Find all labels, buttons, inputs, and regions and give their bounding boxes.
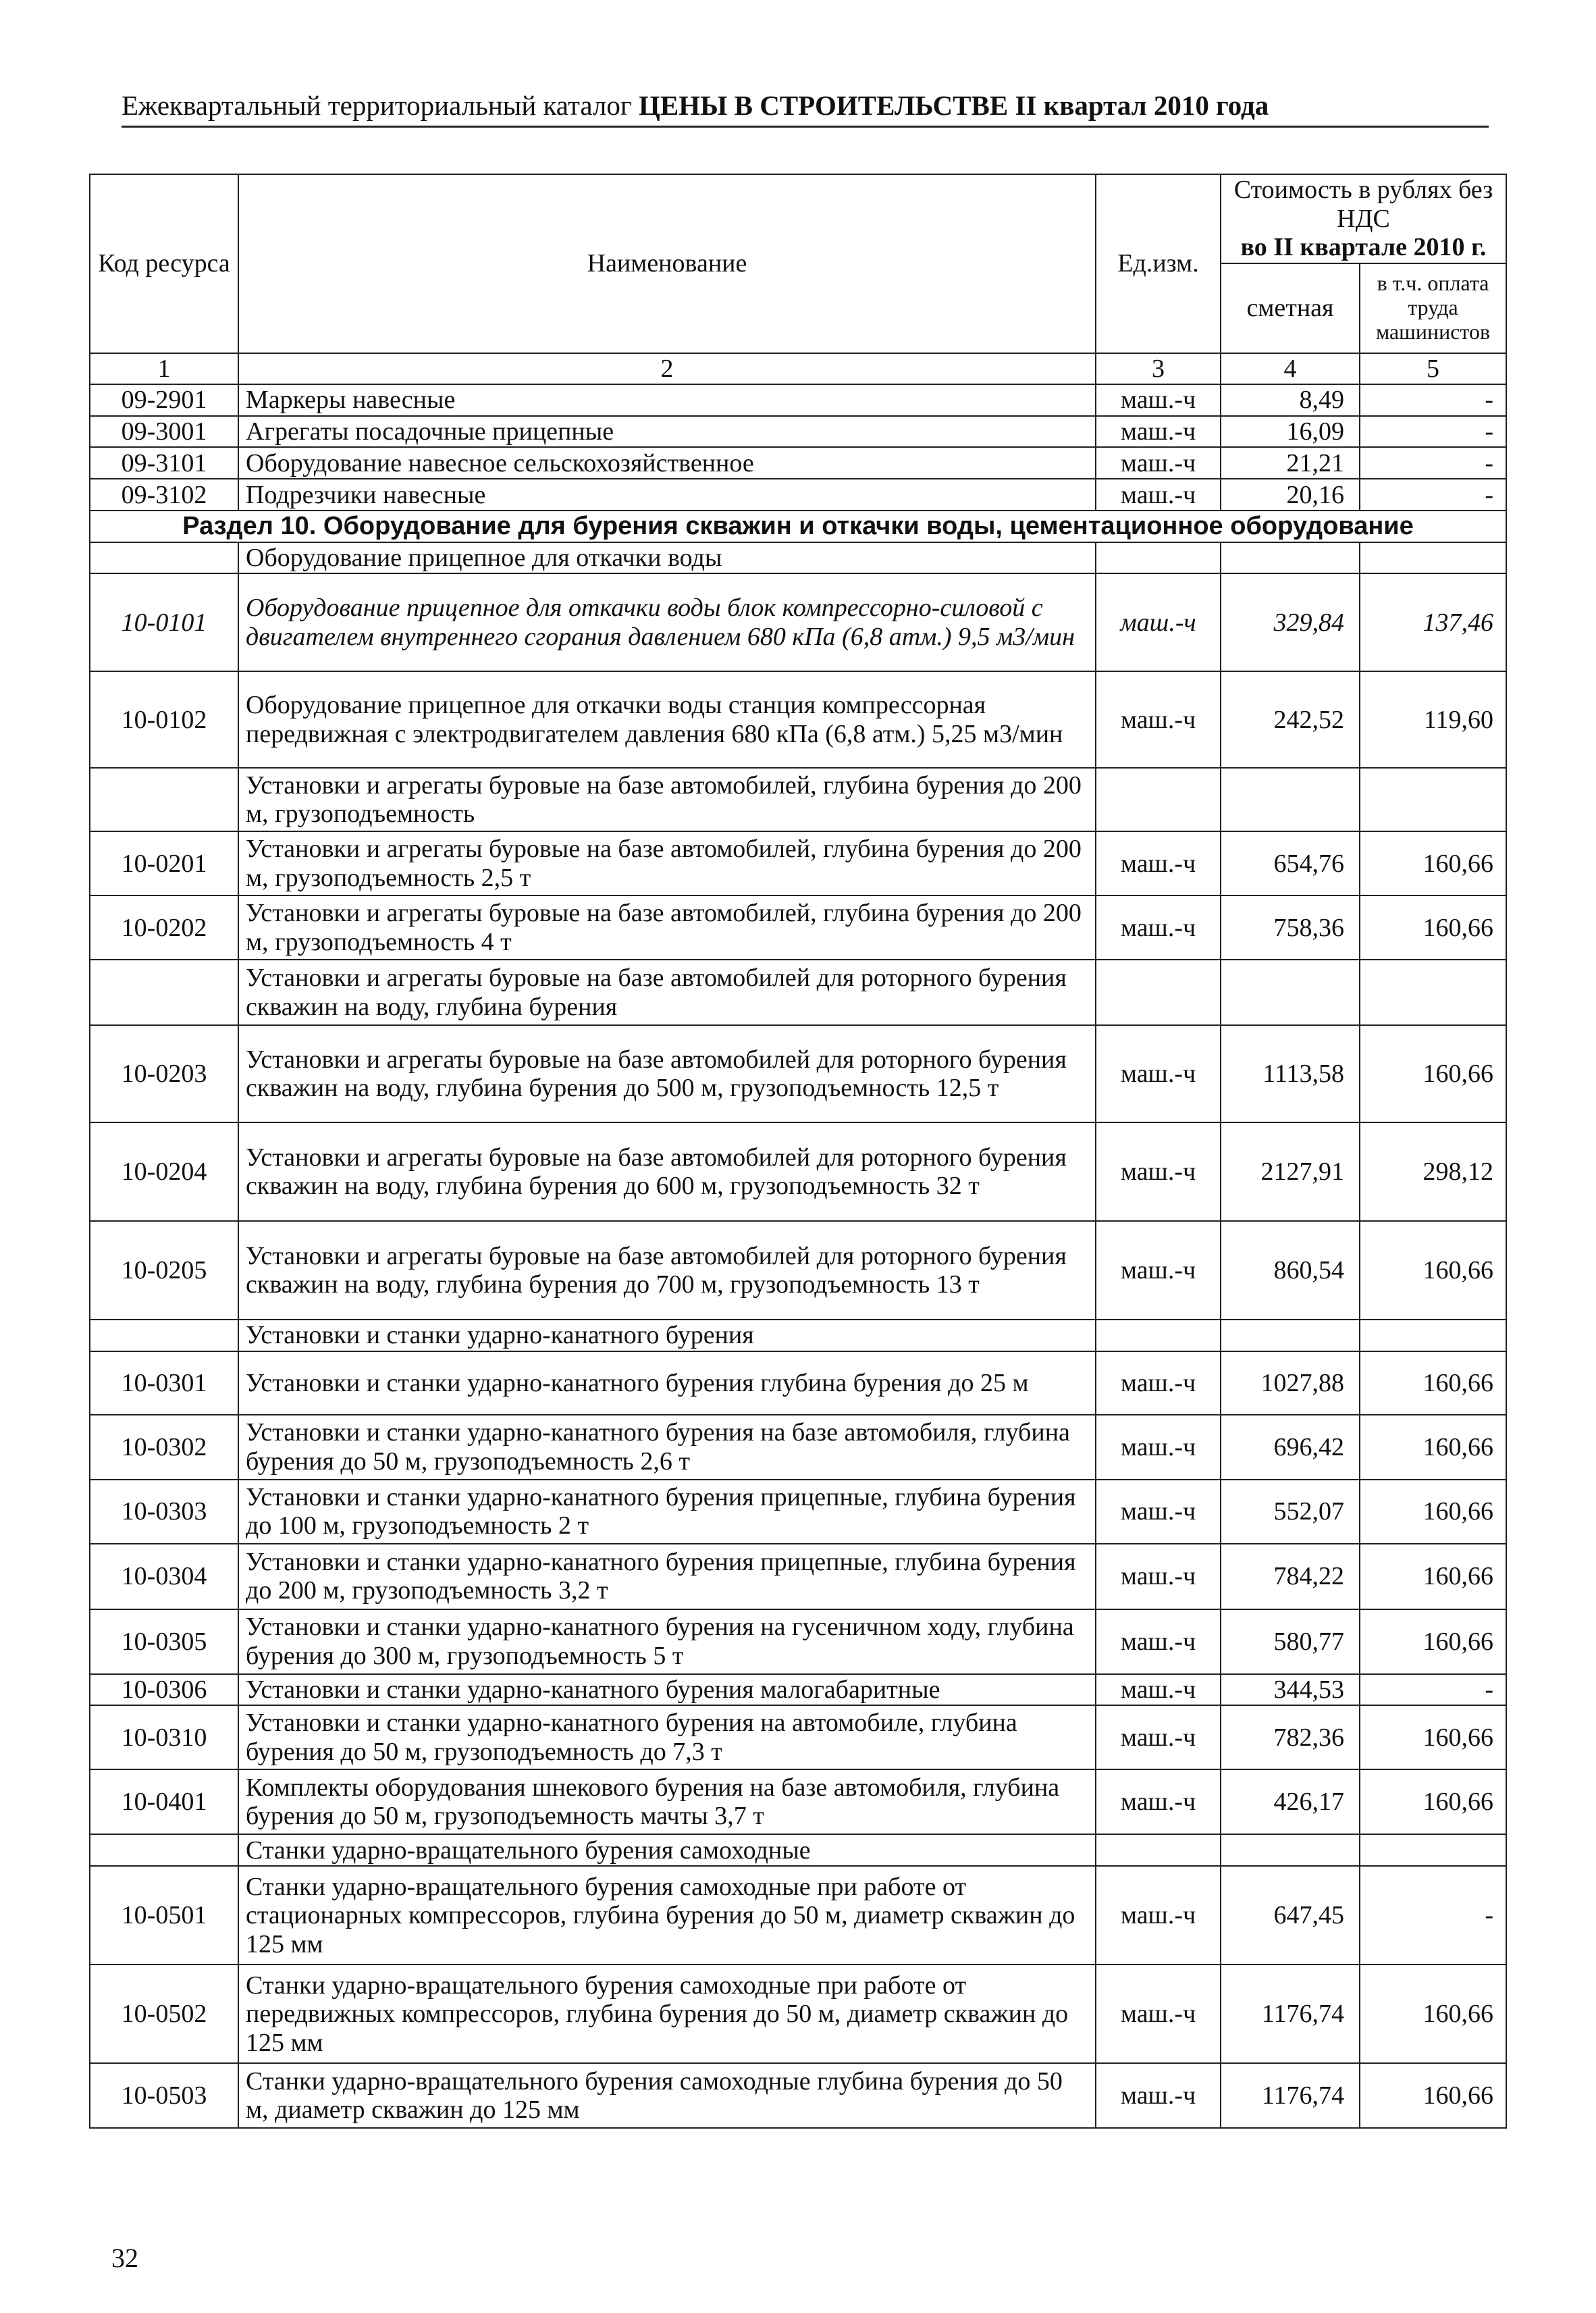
table-row xyxy=(90,542,1506,574)
header-num-5: 5 xyxy=(1360,353,1506,385)
unit: маш.-ч xyxy=(1096,895,1221,960)
resource-code: 10-0501 xyxy=(90,1866,238,1965)
unit xyxy=(1096,542,1221,574)
resource-code: 10-0305 xyxy=(90,1609,238,1674)
table-row xyxy=(90,768,1506,831)
header-name: Наименование xyxy=(238,174,1096,353)
unit: маш.-ч xyxy=(1096,1866,1221,1965)
header-code: Код ресурса xyxy=(90,174,238,353)
labor-cost xyxy=(1360,768,1506,831)
header-estimate: сметная xyxy=(1221,263,1360,353)
table-row xyxy=(90,671,1506,768)
table-row xyxy=(90,479,1506,511)
estimated-cost: 329,84 xyxy=(1221,573,1360,671)
unit: маш.-ч xyxy=(1096,671,1221,768)
table-row xyxy=(90,1705,1506,1769)
estimated-cost: 21,21 xyxy=(1221,447,1360,479)
estimated-cost: 344,53 xyxy=(1221,1674,1360,1706)
estimated-cost: 782,36 xyxy=(1221,1705,1360,1769)
table-row xyxy=(90,1415,1506,1480)
resource-name: Установки и станки ударно-канатного бурения прицепные, глубина бурения до 100 м, грузоподъемность 2 т xyxy=(238,1480,1096,1544)
header-unit: Ед.изм. xyxy=(1096,174,1221,353)
header-num-2: 2 xyxy=(238,353,1096,385)
resource-name: Оборудование прицепное для откачки воды станция компрессорная передвижная с электродвигателем давления 680 кПа (6,8 атм.) 5,25 м3/мин xyxy=(238,671,1096,768)
unit: маш.-ч xyxy=(1096,447,1221,479)
labor-cost: 160,66 xyxy=(1360,1415,1506,1480)
labor-cost: 160,66 xyxy=(1360,1609,1506,1674)
labor-cost: 160,66 xyxy=(1360,1480,1506,1544)
unit: маш.-ч xyxy=(1096,1769,1221,1834)
unit: маш.-ч xyxy=(1096,416,1221,448)
estimated-cost: 552,07 xyxy=(1221,1480,1360,1544)
estimated-cost xyxy=(1221,1834,1360,1866)
resource-code: 10-0203 xyxy=(90,1025,238,1122)
resource-code xyxy=(90,960,238,1025)
resource-name: Установки и станки ударно-канатного бурения xyxy=(238,1320,1096,1351)
resource-code: 10-0303 xyxy=(90,1480,238,1544)
estimated-cost: 20,16 xyxy=(1221,479,1360,511)
resource-code: 10-0401 xyxy=(90,1769,238,1834)
resource-code: 10-0102 xyxy=(90,671,238,768)
labor-cost: 160,66 xyxy=(1360,1705,1506,1769)
header-prefix: Ежеквартальный территориальный каталог xyxy=(122,90,632,121)
estimated-cost xyxy=(1221,768,1360,831)
labor-cost: - xyxy=(1360,384,1506,416)
page-number: 32 xyxy=(111,2243,138,2273)
resource-code xyxy=(90,1834,238,1866)
resource-code: 10-0202 xyxy=(90,895,238,960)
estimated-cost: 860,54 xyxy=(1221,1221,1360,1320)
resource-code: 10-0502 xyxy=(90,1965,238,2063)
table-row xyxy=(90,1834,1506,1866)
resource-name: Установки и агрегаты буровые на базе автомобилей, глубина бурения до 200 м, грузоподъемность xyxy=(238,768,1096,831)
table-row xyxy=(90,1866,1506,1965)
resource-name: Станки ударно-вращательного бурения самоходные при работе от стационарных компрессоров, глубина бурения до 50 м, диаметр скважин до 125 мм xyxy=(238,1866,1096,1965)
resource-code: 10-0302 xyxy=(90,1415,238,1480)
resource-name: Установки и станки ударно-канатного бурения глубина бурения до 25 м xyxy=(238,1351,1096,1415)
resource-code xyxy=(90,1320,238,1351)
resource-name: Установки и станки ударно-канатного бурения на автомобиле, глубина бурения до 50 м, грузоподъемность до 7,3 т xyxy=(238,1705,1096,1769)
resource-code: 10-0306 xyxy=(90,1674,238,1706)
resource-name: Оборудование навесное сельскохозяйственное xyxy=(238,447,1096,479)
table-row xyxy=(90,384,1506,416)
unit xyxy=(1096,960,1221,1025)
table-row xyxy=(90,960,1506,1025)
resource-code: 10-0304 xyxy=(90,1544,238,1609)
header-brand: ЦЕНЫ В СТРОИТЕЛЬСТВЕ xyxy=(638,90,1009,121)
table-row xyxy=(90,831,1506,895)
table-row xyxy=(90,1025,1506,1122)
header-cost xyxy=(1221,174,1506,263)
estimated-cost: 1176,74 xyxy=(1221,1965,1360,2063)
estimated-cost: 1113,58 xyxy=(1221,1025,1360,1122)
unit: маш.-ч xyxy=(1096,384,1221,416)
resource-name: Оборудование прицепное для откачки воды xyxy=(238,542,1096,574)
unit: маш.-ч xyxy=(1096,1609,1221,1674)
resource-code: 10-0204 xyxy=(90,1122,238,1221)
unit: маш.-ч xyxy=(1096,573,1221,671)
resource-name: Подрезчики навесные xyxy=(238,479,1096,511)
section-title: Раздел 10. Оборудование для бурения скважин и откачки воды, цементационное оборудование xyxy=(90,511,1506,542)
unit xyxy=(1096,1834,1221,1866)
resource-code: 10-0301 xyxy=(90,1351,238,1415)
resource-name: Установки и станки ударно-канатного бурения малогабаритные xyxy=(238,1674,1096,1706)
estimated-cost: 654,76 xyxy=(1221,831,1360,895)
table-row xyxy=(90,1544,1506,1609)
unit: маш.-ч xyxy=(1096,1122,1221,1221)
labor-cost: - xyxy=(1360,416,1506,448)
resource-name: Установки и станки ударно-канатного бурения на гусеничном ходу, глубина бурения до 300 м, грузоподъемность 5 т xyxy=(238,1609,1096,1674)
unit xyxy=(1096,768,1221,831)
resource-code xyxy=(90,768,238,831)
labor-cost: 160,66 xyxy=(1360,1351,1506,1415)
table-row xyxy=(90,895,1506,960)
labor-cost: - xyxy=(1360,479,1506,511)
unit: маш.-ч xyxy=(1096,479,1221,511)
table-row xyxy=(90,1769,1506,1834)
resource-name: Станки ударно-вращательного бурения самоходные глубина бурения до 50 м, диаметр скважин до 125 мм xyxy=(238,2063,1096,2128)
labor-cost xyxy=(1360,542,1506,574)
table-row xyxy=(90,1320,1506,1351)
table-row xyxy=(90,573,1506,671)
resource-name: Установки и агрегаты буровые на базе автомобилей для роторного бурения скважин на воду, глубина бурения до 700 м, грузоподъемность 13 т xyxy=(238,1221,1096,1320)
resource-code: 10-0101 xyxy=(90,573,238,671)
unit xyxy=(1096,1320,1221,1351)
table-row xyxy=(90,1221,1506,1320)
resource-name: Установки и агрегаты буровые на базе автомобилей для роторного бурения скважин на воду, глубина бурения до 500 м, грузоподъемность 12,5 т xyxy=(238,1025,1096,1122)
header-cost-line2: во II квартале 2010 г. xyxy=(1240,233,1487,262)
unit: маш.-ч xyxy=(1096,2063,1221,2128)
resource-name: Комплекты оборудования шнекового бурения на базе автомобиля, глубина бурения до 50 м, грузоподъемность мачты 3,7 т xyxy=(238,1769,1096,1834)
resource-name: Установки и агрегаты буровые на базе автомобилей, глубина бурения до 200 м, грузоподъемность 2,5 т xyxy=(238,831,1096,895)
header-num-4: 4 xyxy=(1221,353,1360,385)
resource-name: Маркеры навесные xyxy=(238,384,1096,416)
table-row xyxy=(90,416,1506,448)
estimated-cost: 696,42 xyxy=(1221,1415,1360,1480)
unit: маш.-ч xyxy=(1096,1544,1221,1609)
resource-code: 10-0201 xyxy=(90,831,238,895)
unit: маш.-ч xyxy=(1096,831,1221,895)
section-row xyxy=(90,511,1506,542)
page-header xyxy=(122,89,1489,128)
labor-cost: 160,66 xyxy=(1360,2063,1506,2128)
unit: маш.-ч xyxy=(1096,1025,1221,1122)
estimated-cost: 758,36 xyxy=(1221,895,1360,960)
estimated-cost: 1176,74 xyxy=(1221,2063,1360,2128)
resource-name: Установки и станки ударно-канатного бурения прицепные, глубина бурения до 200 м, грузоподъемность 3,2 т xyxy=(238,1544,1096,1609)
estimated-cost xyxy=(1221,542,1360,574)
labor-cost: 160,66 xyxy=(1360,1769,1506,1834)
unit: маш.-ч xyxy=(1096,1415,1221,1480)
resource-name: Установки и агрегаты буровые на базе автомобилей, глубина бурения до 200 м, грузоподъемность 4 т xyxy=(238,895,1096,960)
labor-cost: 160,66 xyxy=(1360,1025,1506,1122)
labor-cost: 160,66 xyxy=(1360,1221,1506,1320)
labor-cost: - xyxy=(1360,447,1506,479)
table-row xyxy=(90,1122,1506,1221)
resource-name: Оборудование прицепное для откачки воды блок компрессорно-силовой с двигателем внутреннего сгорания давлением 680 кПа (6,8 атм.) 9,5 м3/мин xyxy=(238,573,1096,671)
estimated-cost: 242,52 xyxy=(1221,671,1360,768)
header-labor: в т.ч. оплата труда машинистов xyxy=(1360,263,1506,353)
resource-name: Установки и агрегаты буровые на базе автомобилей для роторного бурения скважин на воду, глубина бурения xyxy=(238,960,1096,1025)
table-row xyxy=(90,447,1506,479)
labor-cost: 160,66 xyxy=(1360,1965,1506,2063)
labor-cost: - xyxy=(1360,1866,1506,1965)
labor-cost: 160,66 xyxy=(1360,831,1506,895)
resource-name: Установки и агрегаты буровые на базе автомобилей для роторного бурения скважин на воду, глубина бурения до 600 м, грузоподъемность 32 т xyxy=(238,1122,1096,1221)
estimated-cost: 647,45 xyxy=(1221,1866,1360,1965)
resource-code: 09-3001 xyxy=(90,416,238,448)
unit: маш.-ч xyxy=(1096,1705,1221,1769)
estimated-cost xyxy=(1221,1320,1360,1351)
resource-name: Агрегаты посадочные прицепные xyxy=(238,416,1096,448)
estimated-cost: 8,49 xyxy=(1221,384,1360,416)
unit: маш.-ч xyxy=(1096,1221,1221,1320)
resource-code: 09-3102 xyxy=(90,479,238,511)
labor-cost xyxy=(1360,1320,1506,1351)
labor-cost: 298,12 xyxy=(1360,1122,1506,1221)
table-row xyxy=(90,1674,1506,1706)
labor-cost xyxy=(1360,1834,1506,1866)
unit: маш.-ч xyxy=(1096,1674,1221,1706)
table-row xyxy=(90,2063,1506,2128)
resource-name: Станки ударно-вращательного бурения самоходные xyxy=(238,1834,1096,1866)
header-num-3: 3 xyxy=(1096,353,1221,385)
labor-cost: - xyxy=(1360,1674,1506,1706)
labor-cost xyxy=(1360,960,1506,1025)
resource-code: 10-0503 xyxy=(90,2063,238,2128)
estimated-cost: 784,22 xyxy=(1221,1544,1360,1609)
price-table xyxy=(89,174,1507,2129)
estimated-cost: 16,09 xyxy=(1221,416,1360,448)
table-row xyxy=(90,1609,1506,1674)
resource-name: Станки ударно-вращательного бурения самоходные при работе от передвижных компрессоров, глубина бурения до 50 м, диаметр скважин до 125 мм xyxy=(238,1965,1096,2063)
unit: маш.-ч xyxy=(1096,1480,1221,1544)
estimated-cost: 1027,88 xyxy=(1221,1351,1360,1415)
resource-code: 09-2901 xyxy=(90,384,238,416)
labor-cost: 160,66 xyxy=(1360,1544,1506,1609)
unit: маш.-ч xyxy=(1096,1965,1221,2063)
estimated-cost: 580,77 xyxy=(1221,1609,1360,1674)
estimated-cost xyxy=(1221,960,1360,1025)
header-period: II квартал 2010 года xyxy=(1015,90,1269,121)
estimated-cost: 426,17 xyxy=(1221,1769,1360,1834)
labor-cost: 137,46 xyxy=(1360,573,1506,671)
table-row xyxy=(90,1965,1506,2063)
table-row xyxy=(90,1351,1506,1415)
header-num-1: 1 xyxy=(90,353,238,385)
resource-code: 09-3101 xyxy=(90,447,238,479)
unit: маш.-ч xyxy=(1096,1351,1221,1415)
table-row xyxy=(90,1480,1506,1544)
labor-cost: 119,60 xyxy=(1360,671,1506,768)
resource-code: 10-0310 xyxy=(90,1705,238,1769)
header-cost-line1: Стоимость в рублях без НДС xyxy=(1233,176,1493,233)
estimated-cost: 2127,91 xyxy=(1221,1122,1360,1221)
labor-cost: 160,66 xyxy=(1360,895,1506,960)
resource-code: 10-0205 xyxy=(90,1221,238,1320)
resource-name: Установки и станки ударно-канатного бурения на базе автомобиля, глубина бурения до 50 м, грузоподъемность 2,6 т xyxy=(238,1415,1096,1480)
resource-code xyxy=(90,542,238,574)
